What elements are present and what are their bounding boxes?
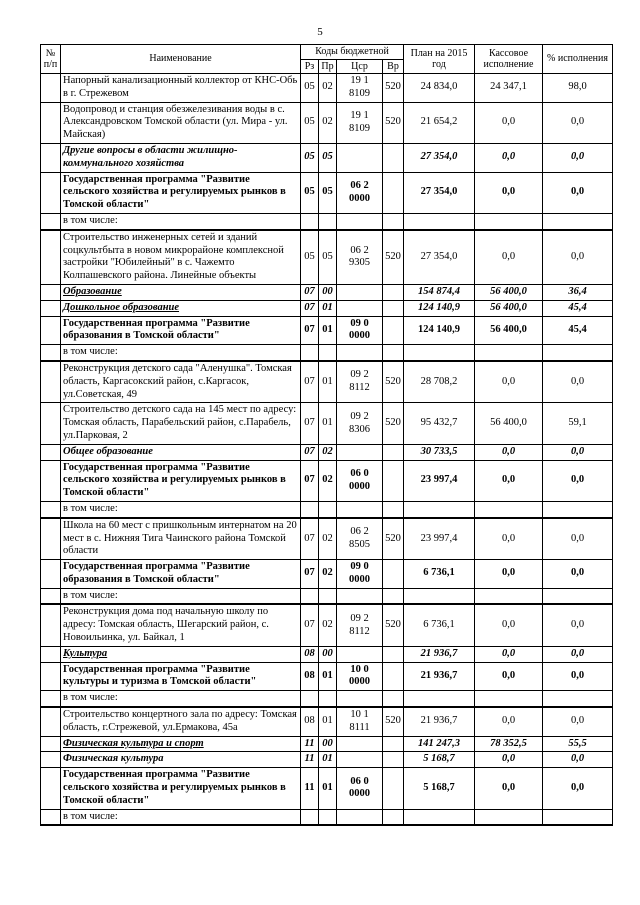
table-row [41,518,613,560]
cell-pr [319,588,337,604]
cell-pct: 45,4 [543,316,613,345]
cell-pr: 05 [319,230,337,285]
cell-num [41,604,61,646]
cell-plan: 21 936,7 [404,662,475,691]
cell-plan [404,809,475,825]
cell-num [41,213,61,229]
cell-cash: 0,0 [475,752,543,768]
cell-pr: 00 [319,736,337,752]
cell-csr: 09 2 8112 [337,361,383,403]
cell-name: Реконструкция детского сада "Аленушка". Томская область, Каргасокский район, с.Каргасок, ул.Советская, 49 [61,361,301,403]
cell-vr: 520 [383,361,404,403]
cell-rz: 05 [301,230,319,285]
cell-cash: 0,0 [475,230,543,285]
cell-name: Государственная программа "Развитие сельского хозяйства и регулируемых рынков в Томской области" [61,172,301,213]
cell-name: Физическая культура [61,752,301,768]
cell-name: Образование [61,284,301,300]
budget-table [40,44,613,826]
cell-vr: 520 [383,102,404,143]
cell-pr: 02 [319,444,337,460]
table-row [41,361,613,403]
cell-rz: 08 [301,707,319,736]
table-row [41,707,613,736]
cell-csr [337,284,383,300]
cell-num [41,172,61,213]
cell-name: Напорный канализационный коллектор от КНС-Обь в г. Стрежевом [61,74,301,103]
header-rz: Рз [301,59,319,74]
cell-csr: 09 0 0000 [337,560,383,589]
cell-name: Водопровод и станция обезжелезивания воды в с. Александровском Томской области (ул. Мира - ул. Майская) [61,102,301,143]
cell-num [41,143,61,172]
cell-rz: 11 [301,736,319,752]
table-body [41,74,613,826]
cell-rz: 07 [301,284,319,300]
table-row [41,230,613,285]
cell-cash: 0,0 [475,646,543,662]
cell-plan: 21 936,7 [404,707,475,736]
table-row [41,143,613,172]
table-row [41,588,613,604]
cell-pct [543,501,613,517]
cell-csr: 06 0 0000 [337,460,383,501]
cell-pr: 01 [319,768,337,809]
cell-csr: 06 0 0000 [337,768,383,809]
table-row [41,172,613,213]
cell-rz: 11 [301,752,319,768]
cell-plan: 95 432,7 [404,403,475,444]
cell-name: Строительство инженерных сетей и зданий соцкультбыта в новом микрорайоне комплексной застройки "Юбилейный" в с. Чажемто Колпашевского района. Линейные объекты [61,230,301,285]
cell-name: Государственная программа "Развитие культуры и туризма в Томской области" [61,662,301,691]
cell-rz: 07 [301,361,319,403]
cell-pct: 0,0 [543,518,613,560]
cell-name: в том числе: [61,501,301,517]
cell-pct [543,809,613,825]
cell-name: Дошкольное образование [61,300,301,316]
cell-num [41,662,61,691]
cell-num [41,444,61,460]
cell-cash: 24 347,1 [475,74,543,103]
cell-num [41,809,61,825]
cell-vr [383,143,404,172]
cell-name: Физическая культура и спорт [61,736,301,752]
cell-cash: 56 400,0 [475,403,543,444]
cell-plan: 23 997,4 [404,460,475,501]
cell-plan [404,691,475,707]
cell-vr [383,172,404,213]
cell-pct: 55,5 [543,736,613,752]
cell-plan: 5 168,7 [404,768,475,809]
cell-csr: 10 0 0000 [337,662,383,691]
cell-pr: 02 [319,102,337,143]
cell-vr: 520 [383,230,404,285]
cell-pct [543,691,613,707]
cell-cash: 0,0 [475,172,543,213]
cell-plan: 6 736,1 [404,560,475,589]
cell-csr: 09 0 0000 [337,316,383,345]
table-row [41,284,613,300]
cell-pct: 0,0 [543,460,613,501]
cell-csr [337,736,383,752]
cell-csr: 09 2 8306 [337,403,383,444]
cell-cash [475,588,543,604]
cell-name: Культура [61,646,301,662]
cell-csr: 19 1 8109 [337,74,383,103]
cell-cash [475,691,543,707]
cell-pct: 0,0 [543,662,613,691]
cell-csr: 19 1 8109 [337,102,383,143]
cell-cash: 0,0 [475,768,543,809]
table-row [41,752,613,768]
cell-name: Школа на 60 мест с пришкольным интернатом на 20 мест в с. Нижняя Тига Чаинского района Томской области [61,518,301,560]
cell-vr: 520 [383,604,404,646]
table-row [41,809,613,825]
cell-pct: 36,4 [543,284,613,300]
cell-cash: 0,0 [475,143,543,172]
header-plan: План на 2015 год [404,45,475,74]
cell-plan: 24 834,0 [404,74,475,103]
cell-csr [337,300,383,316]
cell-csr [337,143,383,172]
cell-num [41,316,61,345]
table-row [41,604,613,646]
cell-name: Государственная программа "Развитие образования в Томской области" [61,560,301,589]
cell-pct: 59,1 [543,403,613,444]
cell-pct: 0,0 [543,646,613,662]
cell-rz: 07 [301,300,319,316]
cell-num [41,300,61,316]
cell-name: в том числе: [61,691,301,707]
cell-plan [404,501,475,517]
table-row [41,460,613,501]
cell-pct: 45,4 [543,300,613,316]
cell-pr [319,501,337,517]
table-row [41,736,613,752]
cell-num [41,736,61,752]
cell-plan: 27 354,0 [404,172,475,213]
cell-csr: 06 2 8505 [337,518,383,560]
cell-num [41,361,61,403]
cell-num [41,560,61,589]
cell-csr [337,444,383,460]
cell-plan: 124 140,9 [404,300,475,316]
cell-name: Другие вопросы в области жилищно-коммунального хозяйства [61,143,301,172]
cell-plan [404,588,475,604]
cell-vr [383,768,404,809]
cell-pct: 0,0 [543,444,613,460]
cell-vr [383,588,404,604]
cell-csr: 06 2 9305 [337,230,383,285]
cell-csr [337,588,383,604]
cell-csr [337,501,383,517]
cell-pr: 02 [319,604,337,646]
cell-csr [337,809,383,825]
cell-rz: 08 [301,662,319,691]
cell-pr: 01 [319,361,337,403]
cell-pr: 05 [319,172,337,213]
cell-pct: 0,0 [543,560,613,589]
cell-vr: 520 [383,518,404,560]
cell-pct [543,345,613,361]
cell-cash [475,345,543,361]
cell-rz: 05 [301,143,319,172]
cell-pr [319,345,337,361]
cell-pct: 0,0 [543,102,613,143]
cell-rz: 05 [301,74,319,103]
cell-name: Реконструкция дома под начальную школу по адресу: Томская область, Шегарский район, с. Новоильинка, ул. Байкал, 1 [61,604,301,646]
cell-plan: 5 168,7 [404,752,475,768]
cell-plan: 30 733,5 [404,444,475,460]
cell-csr [337,752,383,768]
cell-pct [543,213,613,229]
cell-rz: 07 [301,460,319,501]
cell-rz [301,345,319,361]
table-row [41,345,613,361]
cell-rz: 07 [301,403,319,444]
cell-plan: 141 247,3 [404,736,475,752]
cell-rz [301,501,319,517]
cell-pr: 00 [319,646,337,662]
table-row [41,74,613,103]
cell-plan: 154 874,4 [404,284,475,300]
cell-num [41,691,61,707]
table-row [41,646,613,662]
cell-rz: 05 [301,172,319,213]
cell-rz: 07 [301,518,319,560]
cell-rz: 07 [301,444,319,460]
cell-rz: 07 [301,316,319,345]
cell-vr [383,300,404,316]
cell-plan: 27 354,0 [404,143,475,172]
cell-pct [543,588,613,604]
header-vr: Вр [383,59,404,74]
cell-cash: 0,0 [475,460,543,501]
cell-csr: 10 1 8111 [337,707,383,736]
cell-name: в том числе: [61,345,301,361]
cell-name: Государственная программа "Развитие образования в Томской области" [61,316,301,345]
cell-cash: 0,0 [475,707,543,736]
cell-num [41,345,61,361]
cell-pr: 01 [319,707,337,736]
cell-cash: 0,0 [475,518,543,560]
cell-plan: 27 354,0 [404,230,475,285]
cell-csr [337,646,383,662]
header-codes: Коды бюджетной [301,45,404,60]
cell-pct: 0,0 [543,361,613,403]
cell-vr: 520 [383,74,404,103]
table-row [41,444,613,460]
cell-rz: 08 [301,646,319,662]
cell-plan: 28 708,2 [404,361,475,403]
cell-num [41,518,61,560]
cell-rz: 05 [301,102,319,143]
cell-vr [383,662,404,691]
table-row [41,768,613,809]
cell-num [41,588,61,604]
cell-pr [319,691,337,707]
cell-name: в том числе: [61,588,301,604]
cell-vr [383,736,404,752]
cell-cash: 56 400,0 [475,284,543,300]
cell-csr [337,213,383,229]
cell-pct: 0,0 [543,230,613,285]
header-pr: Пр [319,59,337,74]
cell-cash: 56 400,0 [475,316,543,345]
cell-pct: 0,0 [543,172,613,213]
cell-cash: 56 400,0 [475,300,543,316]
cell-name: Государственная программа "Развитие сельского хозяйства и регулируемых рынков в Томской области" [61,768,301,809]
cell-vr [383,460,404,501]
cell-cash: 0,0 [475,102,543,143]
cell-cash: 0,0 [475,444,543,460]
cell-vr [383,444,404,460]
cell-cash [475,809,543,825]
cell-cash: 0,0 [475,662,543,691]
cell-num [41,501,61,517]
cell-vr: 520 [383,707,404,736]
cell-num [41,230,61,285]
header-name: Наименование [61,45,301,74]
cell-num [41,102,61,143]
cell-pr: 02 [319,460,337,501]
cell-pr [319,213,337,229]
cell-num [41,284,61,300]
cell-vr [383,213,404,229]
table-row [41,403,613,444]
cell-num [41,460,61,501]
cell-pct: 0,0 [543,604,613,646]
cell-rz: 11 [301,768,319,809]
cell-pr: 00 [319,284,337,300]
cell-vr [383,345,404,361]
cell-num [41,752,61,768]
cell-pr [319,809,337,825]
cell-pct: 0,0 [543,752,613,768]
cell-vr [383,501,404,517]
cell-pct: 0,0 [543,707,613,736]
table-row [41,300,613,316]
cell-rz [301,809,319,825]
cell-csr: 09 2 8112 [337,604,383,646]
cell-pr: 01 [319,752,337,768]
table-header [41,45,613,74]
cell-cash [475,213,543,229]
cell-pr: 01 [319,662,337,691]
cell-name: Государственная программа "Развитие сельского хозяйства и регулируемых рынков в Томской области" [61,460,301,501]
cell-plan: 21 654,2 [404,102,475,143]
cell-plan: 23 997,4 [404,518,475,560]
header-num: № п/п [41,45,61,74]
cell-cash: 0,0 [475,604,543,646]
cell-vr [383,809,404,825]
cell-vr [383,316,404,345]
table-row [41,316,613,345]
cell-name: Общее образование [61,444,301,460]
cell-pct: 0,0 [543,143,613,172]
cell-rz [301,213,319,229]
cell-pr: 05 [319,143,337,172]
header-cash: Кассовое исполнение [475,45,543,74]
cell-vr [383,646,404,662]
table-row [41,102,613,143]
cell-name: в том числе: [61,809,301,825]
table-row [41,662,613,691]
cell-cash [475,501,543,517]
table-row [41,560,613,589]
cell-cash: 78 352,5 [475,736,543,752]
cell-rz: 07 [301,604,319,646]
cell-pr: 01 [319,300,337,316]
cell-vr [383,284,404,300]
header-pct: % исполнения [543,45,613,74]
header-csr: Цср [337,59,383,74]
cell-name: Строительство детского сада на 145 мест по адресу: Томская область, Парабельский район, с.Парабель, ул.Парковая, 2 [61,403,301,444]
cell-plan: 124 140,9 [404,316,475,345]
cell-csr [337,345,383,361]
cell-csr [337,691,383,707]
cell-cash: 0,0 [475,361,543,403]
cell-cash: 0,0 [475,560,543,589]
cell-vr [383,752,404,768]
cell-vr [383,691,404,707]
cell-num [41,646,61,662]
cell-name: Строительство концертного зала по адресу: Томская область, г.Стрежевой, ул.Ермакова, 45а [61,707,301,736]
table-row [41,501,613,517]
cell-rz: 07 [301,560,319,589]
cell-plan [404,213,475,229]
cell-pr: 02 [319,560,337,589]
page-number: 5 [317,26,323,38]
cell-rz [301,588,319,604]
cell-vr [383,560,404,589]
cell-num [41,707,61,736]
cell-pr: 01 [319,316,337,345]
cell-pr: 02 [319,518,337,560]
table-row [41,691,613,707]
cell-csr: 06 2 0000 [337,172,383,213]
table-row [41,213,613,229]
cell-pct: 0,0 [543,768,613,809]
cell-name: в том числе: [61,213,301,229]
cell-plan: 6 736,1 [404,604,475,646]
cell-pr: 01 [319,403,337,444]
cell-rz [301,691,319,707]
cell-num [41,74,61,103]
cell-plan: 21 936,7 [404,646,475,662]
cell-pr: 02 [319,74,337,103]
cell-pct: 98,0 [543,74,613,103]
cell-num [41,403,61,444]
cell-num [41,768,61,809]
cell-vr: 520 [383,403,404,444]
cell-plan [404,345,475,361]
